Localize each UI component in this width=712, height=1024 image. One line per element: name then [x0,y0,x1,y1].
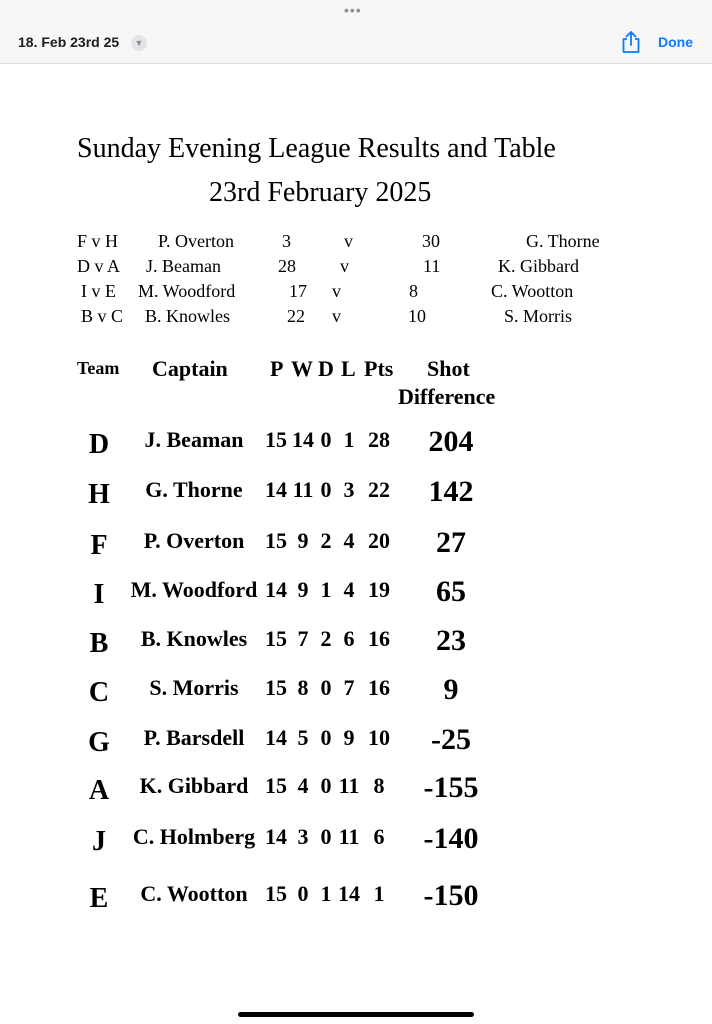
team-captain: J. Beaman [144,427,244,452]
shot-difference-value: 65 [436,575,466,608]
team-captain: P. Overton [143,528,245,553]
won-value: 4 [297,773,309,798]
lost-value: 4 [343,528,355,553]
fixture-home-captain: J. Beaman [146,256,221,276]
team-letter: H [88,479,110,510]
points-value: 16 [368,626,390,651]
lost-value: 9 [343,725,355,750]
fixture-match: F v H [77,231,119,251]
team-letter: C [88,677,110,708]
shot-difference-value: 142 [428,475,474,508]
lost-value: 3 [343,477,355,502]
header-captain: Captain [152,356,228,381]
fixture-versus: v [344,231,353,251]
fixture-away-score: 30 [422,231,440,251]
team-captain: B. Knowles [140,626,248,651]
played-value: 14 [265,725,287,750]
done-button[interactable]: Done [658,34,693,50]
shot-difference-value: 204 [428,425,474,458]
lost-value: 11 [338,773,360,798]
fixture-versus: v [340,256,349,276]
shot-difference-value: 23 [436,624,466,657]
team-captain: G. Thorne [145,477,243,502]
shot-difference-value: -155 [423,771,479,804]
shot-difference-value: -140 [423,822,479,855]
fixture-match: D v A [77,256,121,276]
played-value: 15 [265,427,287,452]
page-title: Sunday Evening League Results and Table [77,133,556,164]
team-letter: E [89,883,109,914]
points-value: 28 [368,427,390,452]
played-value: 15 [265,773,287,798]
drawn-value: 0 [320,477,332,502]
drawn-value: 0 [320,824,332,849]
won-value: 9 [297,577,309,602]
fixture-home-captain: P. Overton [158,231,234,251]
points-value: 16 [368,675,390,700]
drawn-value: 0 [320,773,332,798]
document-title[interactable]: 18. Feb 23rd 25 [18,34,120,50]
header-team: Team [77,358,120,378]
share-icon[interactable] [620,30,642,54]
won-value: 3 [297,824,309,849]
lost-value: 4 [343,577,355,602]
shot-difference-value: -150 [423,879,479,912]
fixture-away-score: 10 [408,306,426,326]
top-toolbar [0,0,712,64]
fixture-away-captain: G. Thorne [526,231,600,251]
team-letter: J [92,826,106,857]
drawn-value: 0 [320,725,332,750]
fixture-home-captain: B. Knowles [145,306,230,326]
team-captain: M. Woodford [130,577,258,602]
home-indicator[interactable] [238,1012,474,1017]
fixture-match: I v E [81,281,116,301]
fixture-away-captain: S. Morris [504,306,573,326]
shot-difference-value: 27 [436,526,466,559]
played-value: 14 [265,577,287,602]
points-value: 19 [368,577,390,602]
points-value: 20 [368,528,390,553]
fixture-away-score: 8 [409,281,418,301]
lost-value: 1 [343,427,355,452]
header-played: P [270,356,284,381]
fixture-match: B v C [81,306,124,326]
won-value: 8 [297,675,309,700]
fixture-home-captain: M. Woodford [138,281,236,301]
team-letter: F [90,530,108,561]
lost-value: 14 [338,881,360,906]
won-value: 5 [297,725,309,750]
fixture-home-score: 22 [287,306,305,326]
team-letter: D [88,429,110,460]
drawn-value: 2 [320,626,332,651]
fixture-home-score: 17 [289,281,307,301]
points-value: 8 [373,773,385,798]
page-date: 23rd February 2025 [209,177,432,208]
team-captain: C. Holmberg [132,824,256,849]
won-value: 14 [292,427,314,452]
chevron-down-icon[interactable]: ▼ [131,35,147,51]
drawn-value: 2 [320,528,332,553]
team-letter: A [88,775,110,806]
won-value: 11 [292,477,314,502]
team-captain: C. Wootton [140,881,248,906]
points-value: 1 [373,881,385,906]
shot-difference-value: 9 [443,673,459,706]
drawn-value: 1 [320,577,332,602]
shot-difference-value: -25 [431,723,471,756]
header-lost: L [341,356,356,381]
team-letter: G [88,727,110,758]
played-value: 15 [265,528,287,553]
fixture-away-captain: K. Gibbard [498,256,579,276]
drawn-value: 0 [320,675,332,700]
won-value: 9 [297,528,309,553]
played-value: 14 [265,477,287,502]
header-drawn: D [318,356,334,381]
fixture-away-captain: C. Wootton [491,281,574,301]
played-value: 14 [265,824,287,849]
more-dots-icon[interactable]: ••• [344,2,362,18]
team-captain: P. Barsdell [143,725,245,750]
header-shot: Shot [427,356,470,381]
fixture-away-score: 11 [423,256,441,276]
fixture-versus: v [332,306,341,326]
points-value: 22 [368,477,390,502]
team-captain: K. Gibbard [139,773,249,798]
played-value: 15 [265,881,287,906]
lost-value: 6 [343,626,355,651]
lost-value: 7 [343,675,355,700]
played-value: 15 [265,626,287,651]
lost-value: 11 [338,824,360,849]
won-value: 7 [297,626,309,651]
drawn-value: 1 [320,881,332,906]
team-captain: S. Morris [149,675,239,700]
points-value: 6 [373,824,385,849]
drawn-value: 0 [320,427,332,452]
header-difference: Difference [398,384,496,409]
document-page [0,65,712,1024]
fixture-home-score: 3 [282,231,291,251]
team-letter: B [89,628,109,659]
won-value: 0 [297,881,309,906]
header-points: Pts [364,356,394,381]
header-won: W [291,356,313,381]
played-value: 15 [265,675,287,700]
points-value: 10 [368,725,390,750]
fixture-versus: v [332,281,341,301]
fixture-home-score: 28 [278,256,296,276]
team-letter: I [93,579,105,610]
